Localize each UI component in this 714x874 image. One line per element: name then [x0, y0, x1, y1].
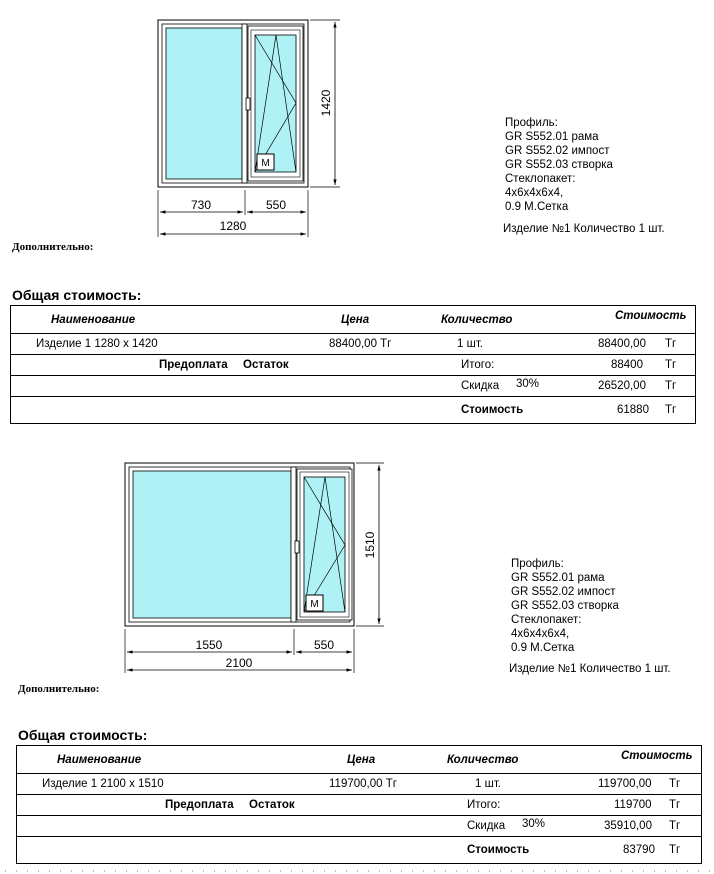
summary-title: Общая стоимость: — [12, 287, 142, 303]
glass-label: Стеклопакет: — [511, 614, 582, 626]
cost-table-2 — [16, 745, 702, 864]
total-width-dim: 1280 — [219, 219, 247, 233]
profile-frame: GR S552.01 рама — [505, 131, 599, 143]
total-label: Итого: — [467, 799, 501, 811]
final-currency: Тг — [665, 404, 677, 416]
total-currency: Тг — [669, 799, 681, 811]
item-qty: 1 шт. — [475, 778, 502, 790]
discount-currency: Тг — [669, 820, 681, 832]
item-name: Изделие 1 2100 х 1510 — [42, 778, 164, 790]
summary-title: Общая стоимость: — [18, 727, 148, 743]
mosquito-label: M — [310, 599, 319, 610]
final-value: 83790 — [623, 844, 655, 856]
glass-label: Стеклопакет: — [505, 173, 576, 185]
mosquito-label: M — [261, 158, 270, 169]
discount-currency: Тг — [665, 380, 677, 392]
additional-label: Дополнительно: — [18, 683, 100, 695]
header-name: Наименование — [51, 313, 136, 326]
item-cost: 119700,00 — [598, 778, 652, 790]
final-currency: Тг — [669, 844, 681, 856]
final-label: Стоимость — [467, 844, 530, 856]
item-cost: 88400,00 — [598, 338, 646, 350]
mesh-label: 0.9 М.Сетка — [511, 642, 575, 654]
width-dim: 1550 — [195, 638, 223, 652]
profile-frame: GR S552.01 рама — [511, 572, 605, 584]
item-cost-currency: Тг — [669, 778, 681, 790]
item-quantity-line: Изделие №1 Количество 1 шт. — [509, 663, 671, 675]
height-dim: 1510 — [363, 531, 377, 559]
header-qty: Количество — [447, 753, 519, 766]
spec-list-2 — [511, 557, 619, 655]
item-quantity-line: Изделие №1 Количество 1 шт. — [503, 223, 665, 235]
discount-percent: 30% — [516, 378, 540, 390]
discount-value: 35910,00 — [604, 820, 652, 832]
sash-dim: 550 — [313, 638, 335, 652]
header-cost: Стоимость — [621, 750, 693, 762]
final-value: 61880 — [617, 404, 649, 416]
glass-formula: 4х6х4х6х4, — [505, 187, 564, 199]
item-cost-currency: Тг — [665, 338, 677, 350]
sash-dim: 550 — [265, 198, 287, 212]
item-price: 119700,00 Тг — [329, 778, 397, 790]
prepay-label: Предоплата — [159, 359, 228, 371]
header-price: Цена — [347, 753, 376, 766]
balance-label: Остаток — [243, 359, 289, 371]
header-name: Наименование — [57, 753, 142, 766]
header-qty: Количество — [441, 313, 513, 326]
total-currency: Тг — [665, 359, 677, 371]
bottom-dotted-rule — [0, 868, 714, 874]
width-dim: 730 — [190, 198, 212, 212]
header-price: Цена — [341, 313, 370, 326]
item-qty: 1 шт. — [457, 338, 484, 350]
profile-impost: GR S552.02 импост — [511, 586, 616, 598]
profile-label: Профиль: — [511, 558, 564, 570]
glass-formula: 4х6х4х6х4, — [511, 628, 570, 640]
profile-sash: GR S552.03 створка — [505, 159, 613, 171]
item-price: 88400,00 Тг — [329, 338, 392, 350]
additional-label: Дополнительно: — [12, 241, 94, 253]
height-dim: 1420 — [319, 89, 333, 117]
discount-label: Скидка — [467, 820, 506, 832]
profile-sash: GR S552.03 створка — [511, 600, 619, 612]
prepay-label: Предоплата — [165, 799, 234, 811]
mesh-label: 0.9 М.Сетка — [505, 201, 569, 213]
header-cost: Стоимость — [615, 310, 687, 322]
discount-percent: 30% — [522, 818, 546, 830]
profile-impost: GR S552.02 импост — [505, 145, 610, 157]
total-value: 88400 — [611, 359, 643, 371]
discount-label: Скидка — [461, 380, 500, 392]
item-name: Изделие 1 1280 х 1420 — [36, 338, 158, 350]
balance-label: Остаток — [249, 799, 295, 811]
total-width-dim: 2100 — [225, 656, 253, 670]
total-label: Итого: — [461, 359, 495, 371]
total-value: 119700 — [614, 799, 652, 811]
profile-label: Профиль: — [505, 117, 558, 129]
final-label: Стоимость — [461, 404, 524, 416]
discount-value: 26520,00 — [598, 380, 646, 392]
